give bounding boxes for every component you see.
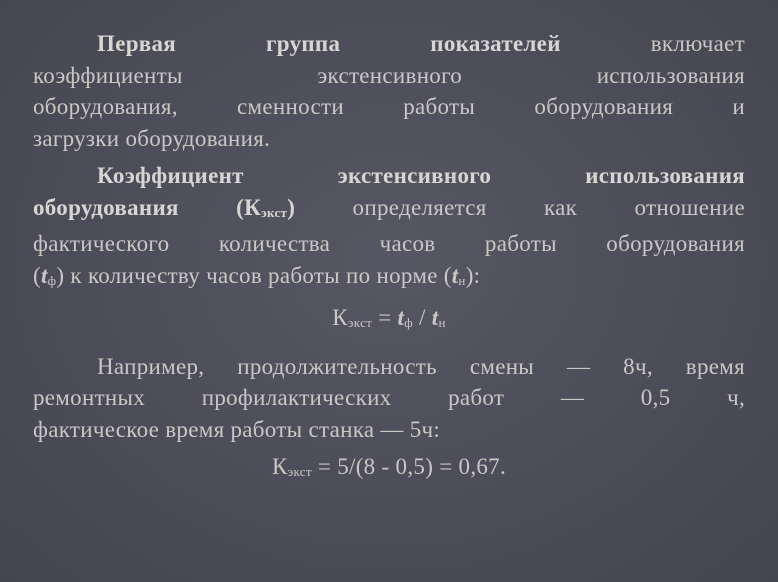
subscript: ф — [404, 315, 413, 330]
paragraph-line: загрузки оборудования. — [33, 125, 271, 151]
slide-text — [33, 28, 745, 500]
text-fragment: включает — [560, 31, 745, 56]
coefficient-term: Коэффициент экстенсивного использования — [97, 163, 745, 188]
formula-expression: = 5/(8 - 0,5) = 0,67. — [311, 454, 507, 479]
paragraph-line — [33, 28, 745, 60]
paragraph-coefficient-definition — [33, 160, 745, 296]
formula-operator: = — [372, 305, 398, 330]
first-group-heading: Первая группа показателей — [97, 31, 561, 56]
subscript: н — [458, 272, 466, 288]
paragraph-line: оборудования, сменности работы оборудования и — [33, 94, 745, 119]
formula-operator: / — [412, 305, 432, 330]
text-fragment: ( — [33, 262, 41, 288]
text-fragment: определяется как отношение — [295, 194, 745, 220]
symbol-t: t — [431, 305, 439, 330]
text-fragment: ) — [287, 194, 296, 220]
formula-definition — [33, 302, 745, 339]
formula-symbol: К — [271, 454, 288, 479]
text-fragment: оборудования (К — [33, 194, 262, 220]
paragraph-line: ремонтных профилактических работ — 0,5 ч, — [33, 385, 745, 410]
symbol-t: t — [40, 262, 48, 288]
subscript: экст — [347, 315, 373, 330]
text-fragment: ): — [465, 262, 481, 288]
subscript: н — [438, 315, 446, 330]
paragraph-line: фактического количества часов работы оборудования — [33, 231, 745, 256]
symbol-t: t — [451, 262, 459, 288]
paragraph-example — [33, 351, 745, 446]
formula-example — [33, 451, 745, 488]
paragraph-line: фактическое время работы станка — 5ч: — [33, 416, 441, 442]
subscript: экст — [287, 464, 312, 479]
paragraph-line — [33, 192, 745, 229]
paragraph-line: Например, продолжительность смены — 8ч, время — [97, 353, 745, 379]
paragraph-first-group — [33, 28, 745, 154]
formula-symbol: К — [332, 305, 348, 330]
symbol-t: t — [397, 305, 405, 330]
subscript: ф — [47, 272, 57, 288]
text-fragment: ) к количеству часов работы по норме ( — [56, 262, 452, 288]
subscript: экст — [261, 204, 288, 220]
paragraph-line — [33, 260, 745, 297]
coefficient-term-end — [33, 195, 295, 220]
paragraph-line: коэффициенты экстенсивного использования — [33, 62, 745, 88]
